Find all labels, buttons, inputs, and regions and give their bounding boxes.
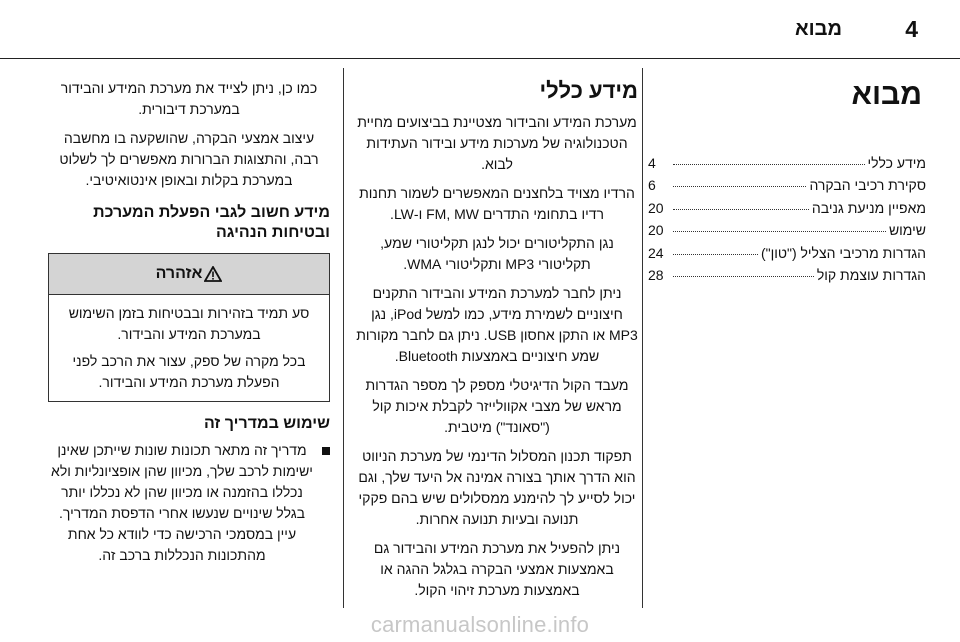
toc-page-number: 24 [648,244,664,261]
header-divider [0,58,960,59]
paragraph: ניתן לחבר למערכת המידע והבידור התקנים חיצוניים לשמירת מידע, כמו למשל iPod, נגן MP3 או התקן אחסון USB. ניתן גם לחבר מקורות שמע חיצוניים באמצעות Bluetooth. [356,285,638,364]
subheading-safety: מידע חשוב לגבי הפעלת המערכת ובטיחות הנהיגה [93,204,330,241]
toc-label: מידע כללי [867,155,926,171]
toc-page-number: 20 [648,222,664,239]
toc-label: סקירת רכיבי הבקרה [809,177,926,194]
header-title: מבוא [794,18,842,40]
toc-item-usage[interactable] [648,219,926,241]
toc-item-tone-settings[interactable] [648,242,926,264]
toc-leader-dots [673,209,809,210]
chapter-title: מבוא [851,78,922,111]
toc-leader-dots [673,186,806,187]
toc-label: הגדרות מרכיבי הצליל ("טון") [760,244,926,261]
toc-page-number: 6 [648,177,656,194]
toc-item-controls-overview[interactable] [648,174,926,196]
toc-item-theft-deterrent[interactable] [648,197,926,219]
general-info-column [356,78,638,609]
warning-title: אזהרה [155,265,203,282]
toc-leader-dots [673,231,886,232]
toc-label: הגדרות עוצמת קול [816,267,926,284]
safety-usage-column [48,78,330,566]
toc-label: שימוש [888,222,926,239]
warning-box [48,253,330,402]
paragraph: מעבד הקול הדיגיטלי מספק לך מספר הגדרות מראש של מצבי אקוולייזר לקבלת איכות קול ("סאונד") מיטבית. [365,377,629,435]
warning-paragraph: סע תמיד בזהירות ובבטיחות בזמן השימוש במערכת המידע והבידור. [68,305,310,342]
paragraph: נגן התקליטורים יכול לנגן תקליטורי שמע, תקליטורי MP3 ותקליטורי WMA. [380,235,614,272]
column-divider-left [343,68,344,608]
warning-header [49,254,329,295]
table-of-contents [648,152,926,286]
toc-item-volume-settings[interactable] [648,264,926,286]
bullet-text: מדריך זה מתאר תכונות שונות שייתכן שאינן ישימות לרכב שלך, מכיוון שהן אופציונליות ולא נכללו בהזמנה או מכיוון שהן לא נכללו יותר בגלל שינויים שנעשו אחרי הדפסת המדריך. עיין במסמכי הרכישה כדי לוודא כל אחת מהתכונות הנכללות ברכב זה. [51,442,313,563]
chapter-toc-column [648,78,926,286]
subheading-using-manual: שימוש במדריך זה [203,415,330,432]
toc-item-general-info[interactable] [648,152,926,174]
section-title: מידע כללי [539,78,638,103]
warning-triangle-icon [204,266,222,282]
column-divider-right [642,68,643,608]
toc-leader-dots [673,164,865,165]
toc-leader-dots [673,254,758,255]
page-number: 4 [905,16,918,42]
bullet-item [48,440,330,566]
watermark: carmanualsonline.info [370,612,590,637]
toc-leader-dots [673,276,814,277]
paragraph: ניתן להפעיל את מערכת המידע והבידור גם באמצעות אמצעי הבקרה בגלגל ההגה או באמצעות מערכת זיהוי הקול. [373,540,621,598]
toc-page-number: 4 [648,155,656,171]
paragraph: כמו כן, ניתן לצייד את מערכת המידע והבידור במערכת דיבורית. [60,80,318,117]
toc-page-number: 20 [648,199,664,216]
paragraph: מערכת המידע והבידור מצטיינת בביצועים מחיית הטכנולוגיה של מערכות מידע ובידור העתידות לבוא. [357,114,637,172]
paragraph: הרדיו מצויד בלחצנים המאפשרים לשמור תחנות רדיו בתחומי התדרים FM, MW ו-LW. [359,185,635,222]
page-header [0,0,960,62]
paragraph: עיצוב אמצעי הבקרה, שהושקעה בו מחשבה רבה, והתצוגות הברורות מאפשרים לך לשלוט במערכת בקלות ובאופן אינטואיטיבי. [59,130,319,188]
toc-page-number: 28 [648,267,664,284]
square-bullet-icon [322,447,330,455]
toc-label: מאפיין מניעת גניבה [811,199,926,216]
warning-paragraph: בכל מקרה של ספק, עצור את הרכב לפני הפעלת מערכת המידע והבידור. [72,353,306,390]
paragraph: תפקוד תכנון המסלול הדינמי של מערכת הניווט הוא הדרך אותך בצורה אמינה אל היעד שלך, וגם יכול לסייע לך להימנע ממסלולים שיש בהם פקקי תנועה ובעיות תנועה אחרות. [358,448,636,527]
warning-body [49,295,329,401]
